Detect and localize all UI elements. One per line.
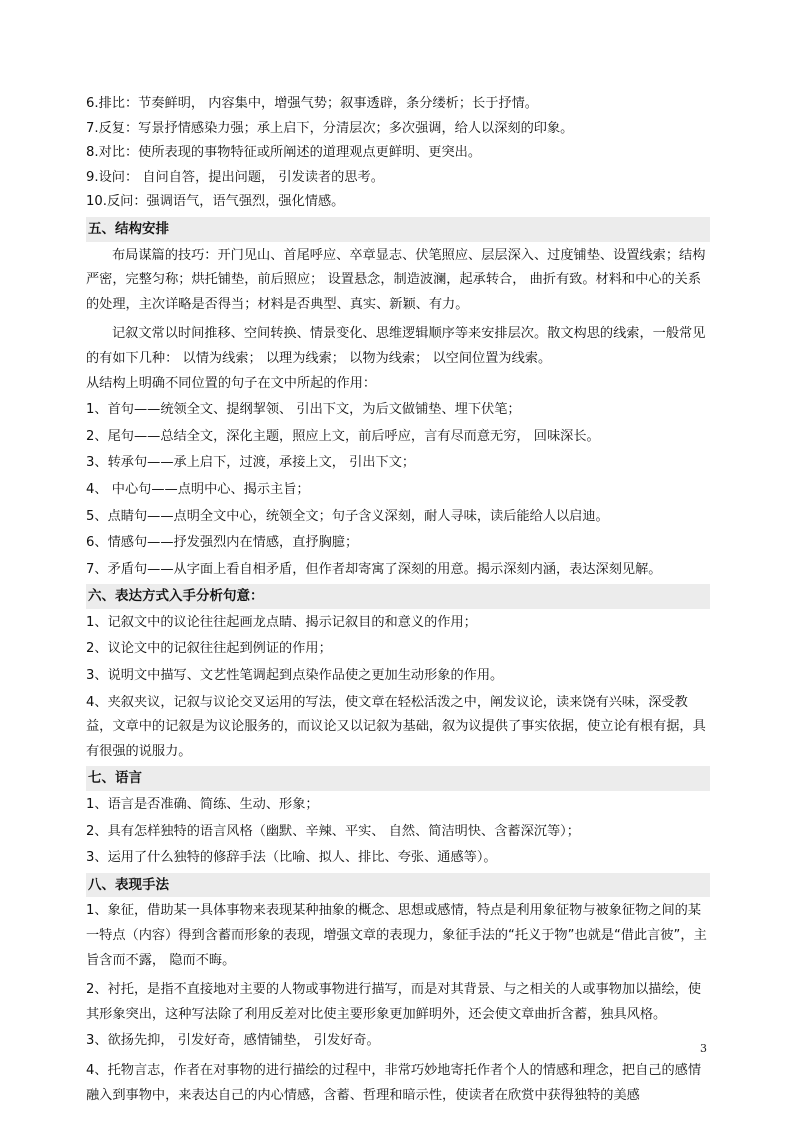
list-item: 2、议论文中的记叙往往起到例证的作用； [86,641,332,657]
list-item: 3、说明文中描写、文艺性笔调起到点染作品使之更加生动形象的作用。 [86,668,504,684]
structure-intro: 从结构上明确不同位置的句子在文中所起的作用： [86,375,377,391]
section-heading-structure: 五、结构安排 [86,217,710,242]
rhetoric-item-rhetorical-question: 10.反问：强调语气，语气强烈，强化情感。 [86,194,345,210]
list-item: 2、具有怎样独特的语言风格（幽默、辛辣、平实、 自然、简洁明快、含蓄深沉等）； [86,823,580,839]
structure-paragraph-clues: 记叙文常以时间推移、空间转换、情景变化、思维逻辑顺序等来安排层次。散文构思的线索，一般常见的有如下几种： 以情为线索； 以理为线索； 以物为线索； 以空间位置为线索。 [86,326,706,366]
expression-list [86,611,710,765]
rhetoric-item-rhetorical-question-self: 9.设问： 自问自答，提出问题， 引发读者的思考。 [86,169,384,185]
list-item: 2、尾句——总结全文，深化主题，照应上文，前后呼应，言有尽而意无穷， 回味深长。 [86,428,600,444]
section-heading-expression: 六、表达方式入手分析句意： [86,584,710,609]
list-item: 1、首句——统领全文、提纲挈领、 引出下文，为后文做铺垫、埋下伏笔； [86,402,521,418]
section-heading-techniques: 八、表现手法 [86,873,710,898]
list-item: 1、语言是否准确、简练、生动、形象； [86,797,319,813]
list-item: 4、 中心句——点明中心、揭示主旨； [86,481,310,497]
list-item: 1、象征，借助某一具体事物来表现某种抽象的概念、思想或感情，特点是利用象征物与被象征物之间的某一特点（内容）得到含蓄而形象的表现，增强文章的表现力，象征手法的“托义于物”也就是“借此言彼”，主旨含而不露， 隐而不晦。 [86,903,707,968]
structure-paragraph-layout: 布局谋篇的技巧：开门见山、首尾呼应、卒章显志、伏笔照应、层层深入、过度铺垫、设置线索；结构严密，完整匀称；烘托铺垫，前后照应； 设置悬念，制造波澜，起承转合， 曲折有致。材料和中心的关系的处理，主次详略是否得当；材料是否典型、真实、新颖、有力。 [86,247,706,312]
list-item: 3、运用了什么独特的修辞手法（比喻、拟人、排比、夸张、通感等）。 [86,850,497,866]
techniques-list [86,899,710,1108]
list-item: 2、衬托，是指不直接地对主要的人物或事物进行描写，而是对其背景、与之相关的人或事物加以描绘，使其形象突出，这种写法除了利用反差对比使主要形象更加鲜明外，还会使文章曲折含蓄，独具风格。 [86,982,702,1022]
structure-sentence-list [86,398,710,582]
language-list [86,793,710,871]
list-item: 4、夹叙夹议，记叙与议论交叉运用的写法，使文章在轻松活泼之中，阐发议论，读来饶有兴味，深受教益，文章中的记叙是为议论服务的，而议论又以记叙为基础，叙为议提供了事实依据，使立论有根有据，具有很强的说服力。 [86,694,706,759]
list-item: 3、转承句——承上启下，过渡，承接上文， 引出下文； [86,455,416,471]
document-page [86,92,710,1108]
list-item: 3、欲扬先抑， 引发好奇，感情铺垫， 引发好奇。 [86,1033,380,1049]
rhetoric-list [86,92,710,215]
page-number: 3 [700,1042,707,1055]
list-item: 7、矛盾句——从字面上看自相矛盾，但作者却寄寓了深刻的用意。揭示深刻内涵，表达深刻见解。 [86,561,662,577]
list-item: 4、托物言志，作者在对事物的进行描绘的过程中，非常巧妙地寄托作者个人的情感和理念，把自己的感情融入到事物中，来表达自己的内心情感，含蓄、哲理和暗示性，使读者在欣赏中获得独特的美感 [86,1062,702,1103]
list-item: 6、情感句——抒发强烈内在情感，直抒胸臆； [86,535,359,551]
rhetoric-item-contrast: 8.对比：使所表现的事物特征或所阐述的道理观点更鲜明、更突出。 [86,145,482,161]
rhetoric-item-repetition: 7.反复：写景抒情感染力强；承上启下，分清层次；多次强调，给人以深刻的印象。 [86,120,574,136]
rhetoric-item-parallelism: 6.排比：节奏鲜明， 内容集中，增强气势；叙事透辟，条分缕析；长于抒情。 [86,96,538,111]
list-item: 5、点睛句——点明全文中心，统领全文；句子含义深刻，耐人寻味，读后能给人以启迪。 [86,508,609,524]
list-item: 1、记叙文中的议论往往起画龙点睛、揭示记叙目的和意义的作用； [86,614,477,630]
section-heading-language: 七、语言 [86,766,710,791]
